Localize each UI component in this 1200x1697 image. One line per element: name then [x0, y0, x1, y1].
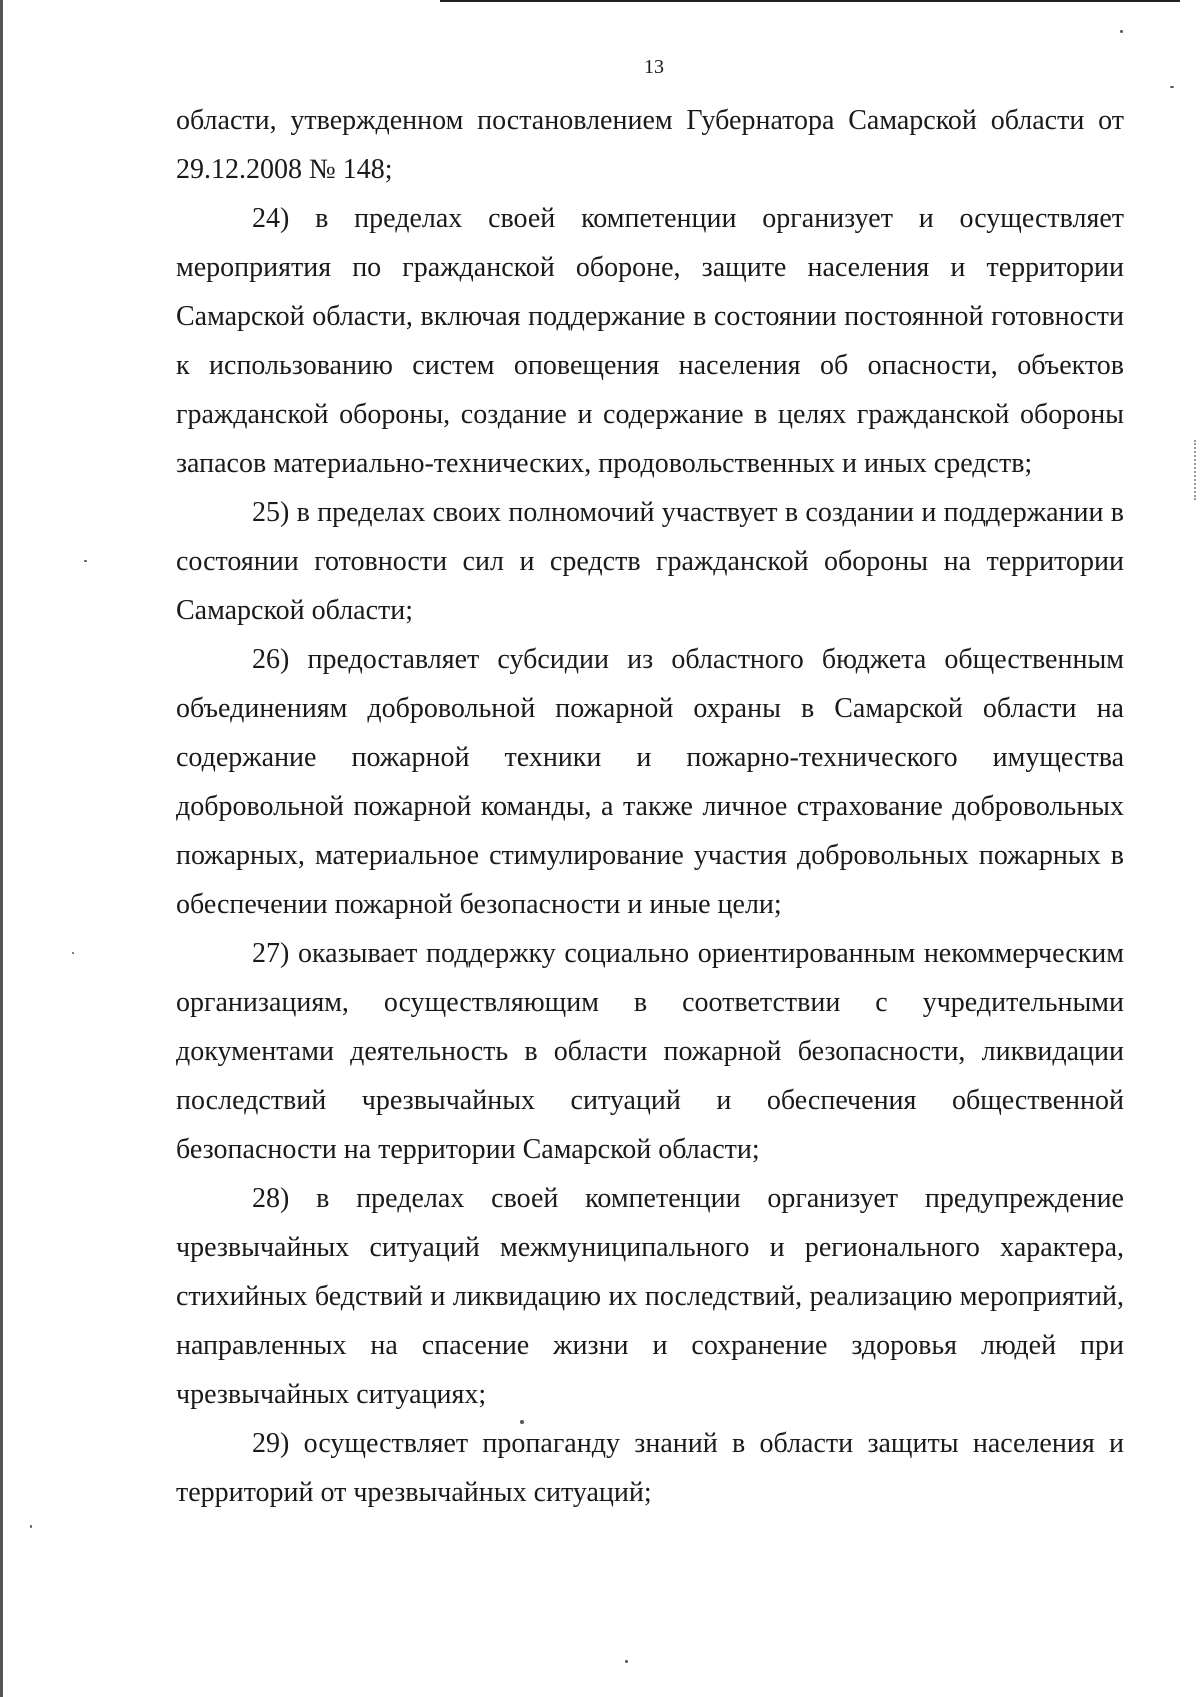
scan-speck	[72, 952, 74, 954]
scan-speck	[1120, 30, 1123, 33]
scan-speck	[1170, 86, 1174, 88]
page-number: 13	[644, 56, 664, 78]
paragraph-item-29: 29) осуществляет пропаганду знаний в области защиты населения и территорий от чрезвычайных ситуаций;	[176, 1428, 1124, 1508]
scan-speck	[84, 560, 87, 562]
left-scan-edge	[0, 0, 3, 1697]
paragraph-item-27: 27) оказывает поддержку социально ориентированным некоммерческим организациям, осуществляющим в соответствии с учредительными документами деятельность в области пожарной безопасности, ликвидации последствий чрезвычайных ситуаций и обеспечения общественной безопасности на территории Самарской области;	[176, 938, 1124, 1165]
scan-speck	[520, 1420, 524, 1424]
scan-speck	[625, 1660, 628, 1663]
margin-scan-mark	[1192, 440, 1196, 500]
paragraph-item-28: 28) в пределах своей компетенции организует предупреждение чрезвычайных ситуаций межмуниципального и регионального характера, стихийных бедствий и ликвидацию их последствий, реализацию мероприятий, направленных на спасение жизни и сохранение здоровья людей при чрезвычайных ситуациях;	[176, 1183, 1124, 1410]
document-body	[176, 96, 1124, 1517]
paragraph-continuation: области, утвержденном постановлением Губернатора Самарской области от 29.12.2008 № 148;	[176, 105, 1124, 185]
scan-speck	[30, 1525, 32, 1528]
paragraph-item-26: 26) предоставляет субсидии из областного бюджета общественным объединениям добровольной пожарной охраны в Самарской области на содержание пожарной техники и пожарно-технического имущества добровольной пожарной команды, а также личное страхование добровольных пожарных, материальное стимулирование участия добровольных пожарных в обеспечении пожарной безопасности и иные цели;	[176, 644, 1124, 920]
paragraph-item-25: 25) в пределах своих полномочий участвует в создании и поддержании в состоянии готовности сил и средств гражданской обороны на территории Самарской области;	[176, 497, 1124, 626]
top-border-line	[440, 0, 1180, 2]
paragraph-item-24: 24) в пределах своей компетенции организует и осуществляет мероприятия по гражданской обороне, защите населения и территории Самарской области, включая поддержание в состоянии постоянной готовности к использованию систем оповещения населения об опасности, объектов гражданской обороны, создание и содержание в целях гражданской обороны запасов материально-технических, продовольственных и иных средств;	[176, 203, 1124, 479]
